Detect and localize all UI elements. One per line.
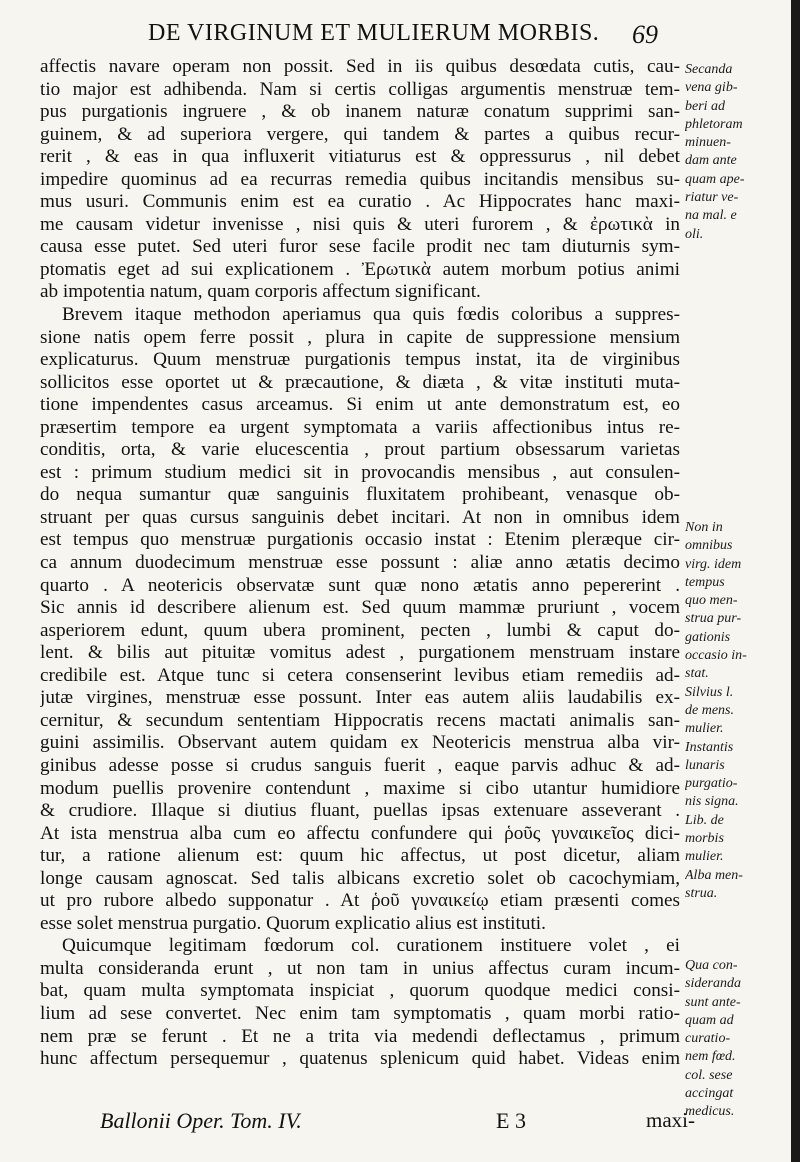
margin-line: morbis [685,831,724,847]
text-line: credibile est. Atque tunc si cetera consenserint levibus etiam remediis ad- [40,664,680,686]
page-edge-shadow [791,0,800,1162]
text-line: At ista menstrua alba cum eo affectu confundere qui ῥοῦς γυναικεῖος dici- [40,822,680,844]
margin-line: nis signa. [685,794,739,810]
margin-line: vena gib- [685,80,738,96]
text-line: esse solet menstrua purgatio. Quorum explicatio alius est instituti. [40,912,546,934]
text-line: bat, quam multa symptomata inspiciat , quorum quodque medici consi- [40,980,680,1002]
margin-line: col. sese [685,1067,733,1083]
text-line: tione impendentes casus arceamus. Si enim ut ante demonstratum est, eo [40,394,680,416]
text-line: tio major est adhibenda. Nam si certis colligas argumentis menstruæ tem- [40,78,680,100]
text-line: præsertim tempore ea urgent symptomata a variis affectionibus intus re- [40,416,680,438]
margin-line: nem fœd. [685,1049,736,1065]
margin-line: mulier. [685,849,724,865]
text-line: causa esse putet. Sed uteri furor sese facile prodit nec tam diuturnis sym- [40,236,680,258]
text-line: ptomatis eget ad sui explicationem . Ἐρωτικὰ autem morbum potius animi [40,258,680,280]
margin-line: dam ante [685,153,737,169]
text-line: nem præ se ferunt . Et ne a trita via medendi deflectamus , primum [40,1025,680,1047]
text-line: sione natis opem ferre possit , plura in capite de suppressione mensium [40,326,680,348]
text-line: ca annum duodecimum menstruæ esse possunt : aliæ anno ætatis decimo [40,552,680,574]
footer-book-title: Ballonii Oper. Tom. IV. [100,1108,302,1133]
margin-line: Silvius l. [685,684,734,700]
margin-line: Alba men- [685,867,743,883]
text-line: Quicumque legitimam fœdorum col. curationem instituere volet , ei [62,935,680,957]
text-line: asperiorem edunt, quum ubera prominent, pecten , lumbi & caput do- [40,619,680,641]
margin-line: minuen- [685,135,731,151]
margin-line: Secanda [685,62,733,77]
text-line: mus usuri. Communis enim est ea curatio . Ac Hippocrates hanc maxi- [40,191,680,213]
margin-line: beri ad [685,98,726,114]
margin-line: lunaris [685,757,725,773]
text-line: pus purgationis ingruere , & ob inanem naturæ conatum supprimi san- [40,101,680,123]
margin-line: stat. [685,666,709,682]
text-line: hunc affectum persequemur , quatenus splenicum quid habet. Videas enim [40,1048,680,1070]
margin-line: oli. [685,226,704,242]
margin-line: virg. idem [685,556,742,572]
margin-line: medicus. [685,1104,735,1120]
margin-line: purgatio- [685,776,738,792]
margin-line: mulier. [685,721,724,737]
text-line: do nequa sumantur quæ sanguinis fluxitatem prohibeant, venasque ob- [40,484,680,506]
margin-line: curatio- [685,1031,731,1047]
text-line: multa consideranda erunt , ut non tam in unius affectus curam incum- [40,957,680,979]
text-line: Sic annis id describere alienum est. Sed quum mammæ pruriunt , vocem [40,597,680,619]
margin-line: omnibus [685,538,733,554]
text-line: me causam videtur invenisse , nisi quis & uteri furorem , & ἐρωτικὰ in [40,213,680,235]
text-line: explicaturus. Quum menstruæ purgationis tempus instat, ita de virginibus [40,349,680,371]
page-footer [0,1108,800,1148]
page-number: 69 [632,20,658,49]
signature-mark: E 3 [496,1108,526,1133]
margin-line: riatur ve- [685,190,739,206]
margin-line: Non in [685,520,723,535]
margin-line: de mens. [685,702,734,718]
text-line: guini assimilis. Observant autem quidam ex Neotericis menstrua alba vir- [40,732,680,754]
text-line: impedire quominus ad ea recurras remedia quibus incitandis mensibus su- [40,168,680,190]
page-header [0,10,800,50]
text-line: ab impotentia natum, quam corporis affectum significant. [40,281,481,303]
text-line: struant per quas cursus sanguinis debet incitari. At non in omnibus idem [40,506,680,528]
text-line: est : primum studium medici sit in provocandis mensibus , aut consulen- [40,461,680,483]
margin-line: accingat [685,1086,734,1102]
margin-line: quo men- [685,593,738,609]
margin-line: sunt ante- [685,994,741,1010]
marginal-note-treatment-considerations [685,957,797,1122]
margin-line: Instantis [685,739,734,755]
margin-line: phletoram [685,116,743,132]
text-line: quarto . A neotericis observatæ sunt quæ nono ætatis anno pepererint . [40,574,680,596]
main-text [40,56,680,1071]
margin-line: quam ape- [685,171,745,187]
catchword: maxi- [646,1108,695,1132]
margin-line: tempus [685,574,725,590]
text-line: jutæ virgines, menstruæ esse possunt. Inter eas autem aliis laudabilis ex- [40,687,680,709]
marginal-note-venesection [685,61,797,244]
text-line: lent. & bilis aut pituitæ vomitus adest , purgationem menstruam instare [40,642,680,664]
margin-line: quam ad [685,1012,734,1028]
text-line: ut pro rubore albedo supponatur . At ῥοῦ γυναικείῳ etiam præsenti comes [40,890,680,912]
text-line: affectis navare operam non possit. Sed in iis quibus desœdata cutis, cau- [40,56,680,77]
marginal-note-menstrual-timing [685,519,797,903]
text-line: lium ad sese convertet. Nec enim tam symptomatis , quam morbi ratio- [40,1002,680,1024]
text-line: cernitur, & secundum sententiam Hippocratis recens mactati animalis san- [40,709,680,731]
text-line: sollicitos esse oportet ut & præcautione, & diæta , & vitæ instituti muta- [40,371,680,393]
text-line: Brevem itaque methodon aperiamus qua quis fœdis coloribus a suppres- [62,304,680,326]
margin-line: occasio in- [685,648,747,664]
text-line: rerit , & eas in qua influxerit vitiaturus est & oppressurus , nil debet [40,146,680,168]
text-line: & crudiore. Illaque si diutius fluant, puellas ipsas extenuare asseverant . [40,800,680,822]
running-title: DE VIRGINUM ET MULIERUM MORBIS. [148,20,600,46]
margin-line: Lib. de [685,812,724,828]
text-line: conditis, orta, & varie elucescentia , prout partium obsessarum varietas [40,439,680,461]
margin-line: strua. [685,885,718,901]
margin-line: Qua con- [685,958,738,973]
text-line: guinem, & ad superiora vergere, qui tandem & partes a quibus recur- [40,123,680,145]
text-line: ginibus adesse posse si crudus sanguis fuerit , eaque parvis adhuc & ad- [40,754,680,776]
text-line: tur, a ratione alienum est: quum hic affectus, ut post dicetur, aliam [40,845,680,867]
margin-line: strua pur- [685,611,742,627]
text-line: est tempus quo menstruæ purgationis occasio instat : Etenim pleræque cir- [40,529,680,551]
margin-line: sideranda [685,976,741,992]
text-line: longe causam agnoscat. Sed talis albicans excretio solet ob cacochymiam, [40,867,680,889]
margin-line: na mal. e [685,208,737,224]
margin-line: gationis [685,629,731,645]
text-line: modum puellis provenire contendunt , maxime si cibo utantur humidiore [40,777,680,799]
